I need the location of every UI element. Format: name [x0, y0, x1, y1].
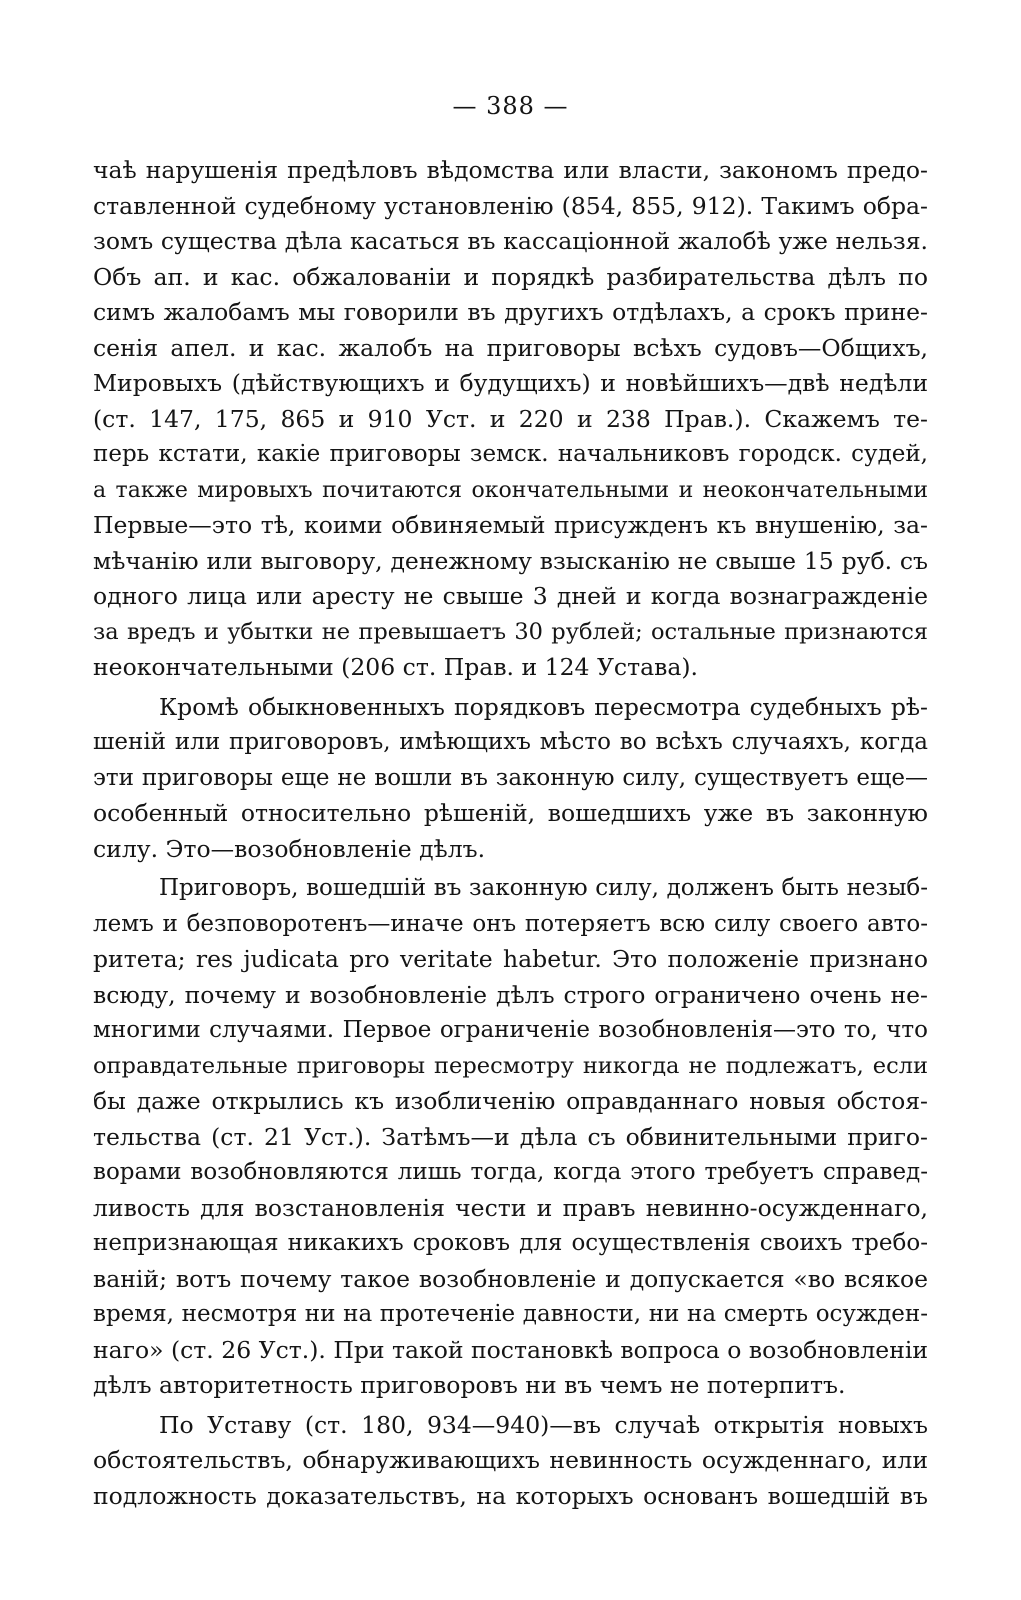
text-line: симъ жалобамъ мы говорили въ другихъ отдѣлахъ, а срокъ прине-: [93, 298, 928, 326]
text-line: Мировыхъ (дѣйствующихъ и будущихъ) и новѣйшихъ—двѣ недѣли: [93, 369, 928, 397]
text-line: зомъ существа дѣла касаться въ кассаціонной жалобѣ уже нельзя.: [93, 227, 928, 255]
text-line: мѣчанію или выговору, денежному взысканію не свыше 15 руб. съ: [93, 546, 928, 575]
text-line: чаѣ нарушенія предѣловъ вѣдомства или власти, закономъ предо-: [93, 156, 928, 184]
text-line: а также мировыхъ почитаются окончательными и неокончательными: [93, 477, 928, 503]
text-line: Приговоръ, вошедшій въ законную силу, долженъ быть незыб-: [159, 875, 928, 901]
paragraph: [93, 153, 928, 686]
text-line: Объ ап. и кас. обжалованіи и порядкѣ разбирательства дѣлъ по: [93, 262, 928, 291]
text-line: силу. Это—возобновленіе дѣлъ.: [93, 834, 486, 863]
text-line: бы даже открылись къ изобличенію оправданнаго новыя обстоя-: [93, 1087, 928, 1115]
text-line: обстоятельствъ, обнаруживающихъ невинность осужденнаго, или: [93, 1446, 928, 1474]
text-line: за вредъ и убытки не превышаетъ 30 рублей; остальные признаются: [93, 618, 928, 645]
text-line: ваній; вотъ почему такое возобновленіе и допускается «во всякое: [93, 1264, 928, 1293]
text-line: подложность доказательствъ, на которыхъ основанъ вошедшій въ: [93, 1481, 928, 1510]
text-line: Кромѣ обыкновенныхъ порядковъ пересмотра судебныхъ рѣ-: [159, 692, 928, 721]
text-line: перь кстати, какіе приговоры земск. начальниковъ городск. судей,: [93, 441, 928, 467]
paragraph: [93, 1408, 928, 1515]
text-line: время, несмотря ни на протеченіе давности, ни на смерть осужден-: [93, 1301, 928, 1327]
text-line: Первые—это тѣ, коими обвиняемый присужденъ къ внушенію, за-: [93, 511, 928, 539]
text-line: ливость для возстановленія чести и правъ невинно-осужденнаго,: [93, 1193, 928, 1222]
text-line: (ст. 147, 175, 865 и 910 Уст. и 220 и 238 Прав.). Скажемъ те-: [93, 404, 928, 433]
text-line: одного лица или аресту не свыше 3 дней и когда вознагражденіе: [93, 582, 928, 610]
text-line: непризнающая никакихъ сроковъ для осуществленія своихъ требо-: [93, 1230, 928, 1256]
text-line: ворами возобновляются лишь тогда, когда этого требуетъ справед-: [93, 1159, 928, 1185]
text-line: По Уставу (ст. 180, 934—940)—въ случаѣ открытія новыхъ: [159, 1410, 928, 1439]
paragraph: [93, 871, 928, 1404]
page-number: — 388 —: [452, 92, 569, 120]
body-text: [93, 153, 928, 1514]
text-line: неокончательными (206 ст. Прав. и 124 Устава).: [93, 653, 698, 681]
text-line: ставленной судебному установленію (854, 855, 912). Такимъ обра-: [93, 191, 928, 220]
text-line: особенный относительно рѣшеній, вошедшихъ уже въ законную: [93, 799, 928, 827]
text-line: наго» (ст. 26 Уст.). При такой постановкѣ вопроса о возобновленіи: [93, 1335, 929, 1364]
text-line: всюду, почему и возобновленіе дѣлъ строго ограничено очень не-: [93, 980, 928, 1009]
text-line: эти приговоры еще не вошли въ законную силу, существуетъ еще—: [93, 764, 928, 791]
text-line: многими случаями. Первое ограниченіе возобновленія—это то, что: [93, 1017, 928, 1043]
text-line: шеній или приговоровъ, имѣющихъ мѣсто во всѣхъ случаяхъ, когда: [93, 729, 928, 755]
paragraph: [93, 690, 928, 868]
text-line: сенія апел. и кас. жалобъ на приговоры всѣхъ судовъ—Общихъ,: [93, 333, 928, 362]
text-line: дѣлъ авторитетность приговоровъ ни въ чемъ не потерпитъ.: [93, 1371, 846, 1399]
text-line: ритета; res judicata pro veritate habetur. Это положеніе признано: [93, 945, 928, 973]
text-line: лемъ и безповоротенъ—иначе онъ потеряетъ всю силу своего авто-: [93, 910, 928, 937]
text-line: оправдательные приговоры пересмотру никогда не подлежатъ, если: [93, 1052, 928, 1079]
text-line: тельства (ст. 21 Уст.). Затѣмъ—и дѣла съ обвинительными приго-: [93, 1122, 928, 1151]
